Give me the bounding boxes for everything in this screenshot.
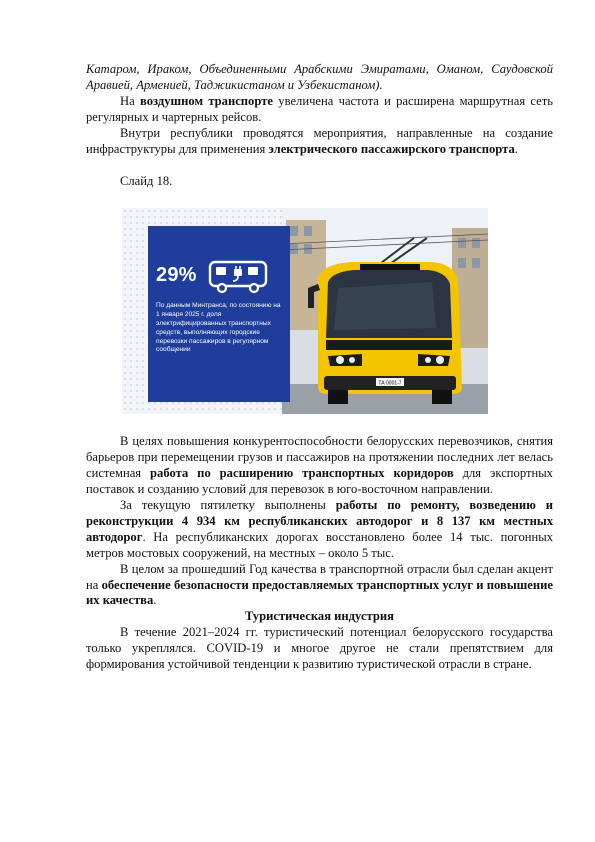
text-run: Внутри республики проводятся мероприятия, направленные на создание инфраструктуры для применения — [86, 125, 553, 156]
paragraph-tourism: В течение 2021–2024 гг. туристический потенциал белорусского государства только укреплялся. COVID-19 и многое другое не стали препятствием для формирования устойчивой тенденции к развитию туристической отрасли в стране. — [86, 625, 553, 672]
bold-run: обеспечение безопасности предоставляемых транспортных услуг и повышение их качества — [86, 577, 553, 608]
paragraph-countries: Катаром, Ираком, Объединенными Арабскими Эмиратами, Оманом, Саудовской Аравией, Арменией, Таджикистаном и Узбекистаном). — [86, 62, 553, 92]
stat-panel — [148, 226, 290, 402]
slide-figure — [122, 208, 488, 414]
slide-label: Слайд 18. — [120, 174, 173, 189]
text-run: для экспортных поставок и созданию условий для перевозок в юго-восточном направлении. — [86, 466, 553, 497]
bold-run: электрического пассажирского транспорта — [268, 141, 515, 156]
bus-photo — [282, 208, 488, 414]
text-run: На — [120, 93, 140, 108]
text-run: увеличена частота и расширена маршрутная сеть регулярных и чартерных рейсов. — [86, 93, 553, 124]
text-run: . — [153, 593, 157, 608]
paragraph-roads — [86, 498, 553, 562]
bold-run: воздушном транспорте — [139, 93, 273, 108]
text-run: В целях повышения конкурентоспособности белорусских перевозчиков, снятия барьеров при перемещении грузов и пассажиров на протяжении последних лет велась системная — [86, 434, 553, 481]
bold-run: работа по расширению транспортных коридоров — [150, 466, 454, 481]
text-run: За текущую пятилетку выполнены — [120, 497, 336, 512]
paragraph-corridors — [86, 434, 553, 498]
stat-percent: 29% — [156, 264, 197, 287]
paragraph-electric-transport — [86, 126, 553, 158]
paragraph-quality — [86, 562, 553, 610]
section-heading: Туристическая индустрия — [245, 609, 394, 624]
text-run: В целом за прошедший Год качества в транспортной отрасли был сделан акцент на — [86, 561, 553, 592]
license-plate: ТА 0001-7 — [378, 380, 402, 387]
paragraph-air-transport — [86, 94, 553, 126]
text-run: . — [514, 141, 518, 156]
stat-description: По данным Минтранса, по состоянию на 1 января 2025 г. доля электрифицированных транспортных средств, выполняющих городские перевозки пассажиров в регулярном сообщении — [156, 302, 281, 354]
text-run: . На республиканских дорогах восстановлено более 14 тыс. погонных метров мостовых сооружений, на местных – около 5 тыс. — [86, 529, 553, 560]
bold-run: работы по ремонту, возведению и реконструкции 4 934 км республиканских автодорог и 8 137 км местных автодорог — [86, 497, 553, 544]
electric-bus-icon — [208, 258, 270, 294]
